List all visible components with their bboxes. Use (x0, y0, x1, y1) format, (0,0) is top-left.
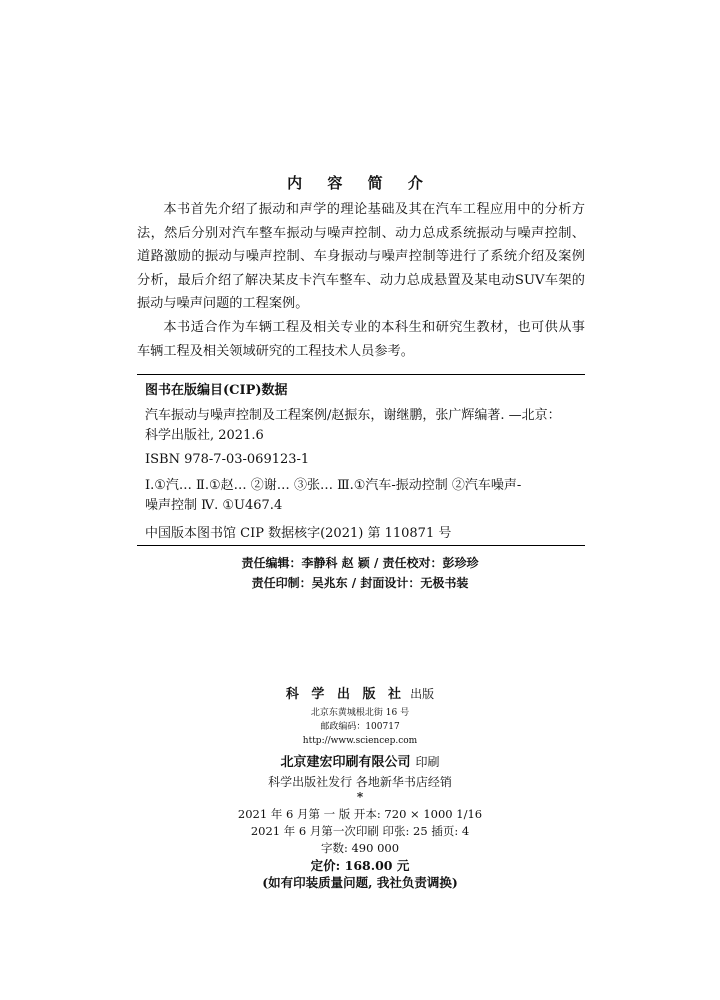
credits-production: 责任印制：吴兆东 / 封面设计：无极书装 (251, 576, 469, 590)
credits-block (0, 553, 720, 593)
cip-bottom-rule (137, 545, 585, 546)
cip-block (145, 381, 585, 544)
intro-paragraph-2: 本书适合作为车辆工程及相关专业的本科生和研究生教材，也可供从事车辆工程及相关领域研究的工程技术人员参考。 (137, 319, 585, 359)
content-intro-body (137, 198, 585, 363)
cip-title-line-2: 科学出版社, 2021.6 (145, 428, 264, 443)
content-intro-title: 内 容 简 介 (287, 174, 433, 192)
cip-isbn: ISBN 978-7-03-069123-1 (145, 452, 310, 467)
printer-role: 印刷 (415, 755, 440, 769)
cip-subject-line-2: 噪声控制 Ⅳ. ①U467.4 (145, 498, 283, 513)
cip-top-rule (137, 374, 585, 375)
credits-editors: 责任编辑：李静科 赵 颖 / 责任校对：彭珍珍 (241, 556, 479, 570)
cip-title-line-1: 汽车振动与噪声控制及工程案例/赵振东，谢继鹏，张广辉编著. —北京： (145, 408, 561, 423)
publisher-role: 出版 (410, 687, 435, 701)
publisher-website: http://www.sciencep.com (302, 736, 418, 746)
distribution: 科学出版社发行 各地新华书店经销 (268, 775, 452, 789)
intro-paragraph-1: 本书首先介绍了振动和声学的理论基础及其在汽车工程应用中的分析方法，然后分别对汽车整车振动与噪声控制、动力总成系统振动与噪声控制、道路激励的振动与噪声控制、车身振动与噪声控制等进行了系统介绍及案例分析，最后介绍了解决某皮卡汽车整车、动力总成悬置及某电动SUV车架的振动与噪声问题的工程案例。 (137, 202, 585, 312)
publisher-address: 北京东黄城根北街 16 号 (310, 708, 410, 718)
word-count: 字数: 490 000 (320, 841, 400, 855)
quality-notice: (如有印装质量问题, 我社负责调换) (262, 875, 458, 890)
printer-name: 北京建宏印刷有限公司 (280, 755, 411, 770)
edition-line: 2021 年 6 月第 一 版 开本: 720 × 1000 1/16 (237, 807, 483, 821)
printing-line: 2021 年 6 月第一次印刷 印张: 25 插页: 4 (250, 824, 470, 838)
cip-heading: 图书在版编目(CIP)数据 (145, 383, 288, 398)
separator-star: * (356, 790, 364, 804)
imprint-block (0, 683, 720, 891)
price: 定价: 168.00 元 (310, 858, 410, 873)
cip-subject-line-1: Ⅰ.①汽… Ⅱ.①赵… ②谢… ③张… Ⅲ.①汽车-振动控制 ②汽车噪声- (145, 478, 522, 493)
cip-number: 中国版本图书馆 CIP 数据核字(2021) 第 110871 号 (145, 526, 452, 541)
publisher-name: 科 学 出 版 社 (285, 687, 405, 702)
publisher-postcode: 邮政编码：100717 (320, 722, 400, 732)
